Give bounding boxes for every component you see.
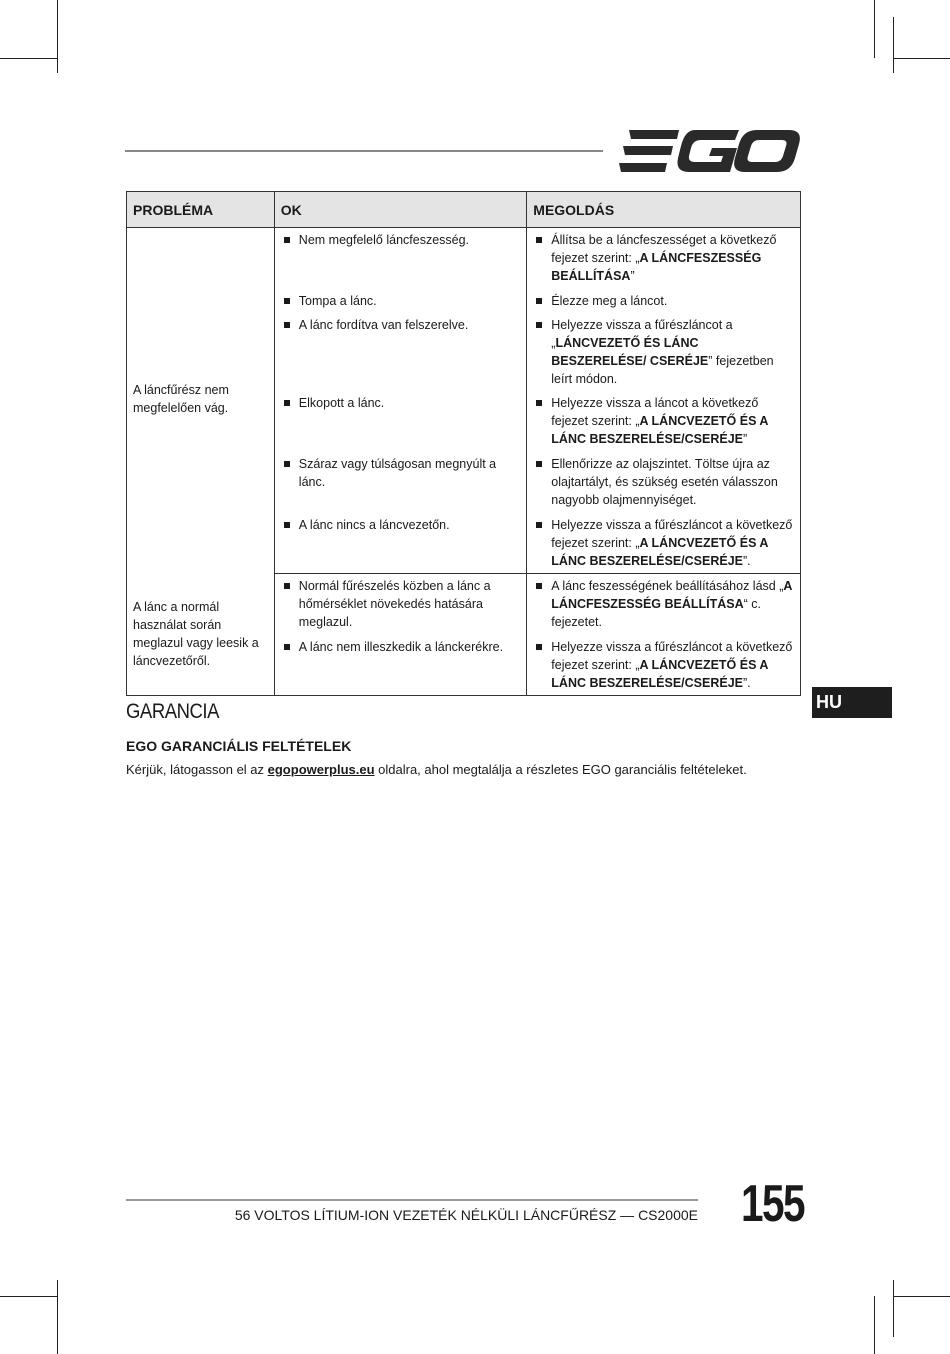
cause-cell bbox=[274, 289, 526, 313]
solution-text: Élezze meg a láncot. bbox=[551, 293, 668, 308]
solution-text: Ellenőrizze az olajszintet. Töltse újra az olajtartályt, és szükség esetén válasszon nagyobb olajmennyiséget. bbox=[551, 456, 778, 507]
crop-mark bbox=[0, 1296, 57, 1297]
cause-text: Tompa a lánc. bbox=[298, 293, 377, 308]
cause-cell bbox=[274, 228, 526, 289]
problem-cell bbox=[127, 574, 275, 696]
cause-text: Nem megfelelő láncfeszesség. bbox=[298, 233, 470, 247]
warranty-link[interactable]: egopowerplus.eu bbox=[267, 762, 375, 777]
solution-text: ” bbox=[630, 269, 635, 283]
cause-cell bbox=[274, 574, 526, 635]
bullet-icon bbox=[284, 400, 290, 406]
crop-mark bbox=[893, 1280, 894, 1337]
solution-text: Helyezze vissza a fűrészláncot a „ bbox=[551, 317, 733, 350]
language-tab: HU bbox=[812, 687, 892, 718]
table-row bbox=[127, 574, 801, 635]
bullet-icon bbox=[536, 298, 542, 304]
problem-text: A lánc a normál használat során meglazul vagy leesik a láncvezetőről. bbox=[133, 600, 259, 669]
cause-text: A lánc fordítva van felszerelve. bbox=[298, 317, 469, 332]
page-number: 155 bbox=[741, 1175, 804, 1233]
bullet-icon bbox=[536, 237, 542, 243]
solution-text: ” fejezetben leírt módon. bbox=[551, 353, 774, 386]
solution-cell bbox=[527, 391, 801, 452]
bullet-icon bbox=[536, 522, 542, 528]
solution-cell bbox=[527, 228, 801, 289]
footer-rule bbox=[126, 1199, 698, 1201]
column-header-solution: MEGOLDÁS bbox=[527, 192, 801, 228]
solution-text: Állítsa be a láncfeszességet a következő fejezet szerint: „ bbox=[551, 233, 777, 265]
solution-reference: A LÁNCVEZETŐ ÉS A LÁNC BESZERELÉSE/CSERÉJE bbox=[551, 413, 768, 446]
cause-text: A lánc nincs a láncvezetőn. bbox=[298, 517, 450, 532]
crop-mark bbox=[893, 58, 950, 59]
table-header-row bbox=[127, 192, 801, 228]
cause-cell bbox=[274, 391, 526, 452]
cause-text: A lánc nem illeszkedik a lánckerékre. bbox=[298, 639, 504, 654]
crop-mark bbox=[57, 0, 58, 73]
cause-cell bbox=[274, 452, 526, 513]
solution-cell bbox=[527, 574, 801, 635]
bullet-icon bbox=[284, 322, 290, 328]
table-row bbox=[127, 228, 801, 289]
ego-logo-icon bbox=[617, 128, 801, 174]
problem-cell bbox=[127, 228, 275, 574]
bullet-icon bbox=[284, 237, 290, 243]
subsection-title: EGO GARANCIÁLIS FELTÉTELEK bbox=[126, 738, 352, 754]
column-header-problem: PROBLÉMA bbox=[127, 192, 275, 228]
bullet-icon bbox=[284, 644, 290, 650]
problem-text: A láncfűrész nem megfelelően vág. bbox=[133, 383, 229, 416]
cause-text: Normál fűrészelés közben a lánc a hőmérséklet növekedés hatására meglazul. bbox=[298, 579, 491, 629]
cause-cell bbox=[274, 513, 526, 574]
solution-text: Helyezze vissza a fűrészláncot a következő fejezet szerint: „ bbox=[551, 639, 793, 672]
crop-mark bbox=[893, 17, 894, 73]
crop-mark bbox=[893, 1296, 950, 1297]
bullet-icon bbox=[284, 298, 290, 304]
bullet-icon bbox=[536, 322, 542, 328]
crop-mark bbox=[57, 1280, 58, 1354]
solution-text: Helyezze vissza a fűrészláncot a következő fejezet szerint: „ bbox=[551, 517, 793, 550]
solution-cell bbox=[527, 513, 801, 574]
crop-mark bbox=[874, 0, 875, 58]
cause-text: Száraz vagy túlságosan megnyúlt a lánc. bbox=[298, 456, 497, 489]
solution-cell bbox=[527, 313, 801, 391]
solution-reference: LÁNCVEZETŐ ÉS LÁNC BESZERELÉSE/ CSERÉJE bbox=[551, 335, 709, 368]
bullet-icon bbox=[536, 461, 542, 467]
cause-text: Elkopott a lánc. bbox=[298, 395, 385, 410]
solution-cell bbox=[527, 452, 801, 513]
solution-text: ”. bbox=[743, 553, 751, 568]
bullet-icon bbox=[284, 522, 290, 528]
header-rule bbox=[125, 150, 603, 152]
solution-cell bbox=[527, 635, 801, 696]
paragraph-text: Kérjük, látogasson el az bbox=[126, 762, 268, 777]
paragraph-text: oldalra, ahol megtalálja a részletes EGO garanciális feltételeket. bbox=[374, 762, 747, 777]
bullet-icon bbox=[536, 400, 542, 406]
footer-product-line: 56 VOLTOS LÍTIUM-ION VEZETÉK NÉLKÜLI LÁNCFŰRÉSZ — CS2000E bbox=[234, 1207, 698, 1223]
solution-reference: A LÁNCVEZETŐ ÉS A LÁNC BESZERELÉSE/CSERÉJE bbox=[551, 657, 768, 690]
solution-text: A lánc feszességének beállításához lásd „ bbox=[551, 579, 784, 593]
bullet-icon bbox=[536, 644, 542, 650]
solution-reference: A LÁNCVEZETŐ ÉS A LÁNC BESZERELÉSE/CSERÉJE bbox=[551, 535, 768, 568]
bullet-icon bbox=[284, 461, 290, 467]
troubleshooting-table bbox=[126, 191, 801, 696]
solution-text: Helyezze vissza a láncot a következő fejezet szerint: „ bbox=[551, 395, 759, 428]
cause-cell bbox=[274, 635, 526, 696]
solution-cell bbox=[527, 289, 801, 313]
section-title: GARANCIA bbox=[126, 700, 220, 723]
bullet-icon bbox=[284, 583, 290, 589]
solution-text: ”. bbox=[743, 675, 751, 690]
crop-mark bbox=[874, 1296, 875, 1354]
cause-cell bbox=[274, 313, 526, 391]
crop-mark bbox=[0, 58, 57, 59]
bullet-icon bbox=[536, 583, 542, 589]
column-header-cause: OK bbox=[274, 192, 526, 228]
solution-reference: A LÁNCFESZESSÉG BEÁLLÍTÁSA bbox=[551, 579, 792, 611]
solution-text: ” bbox=[743, 431, 748, 446]
solution-text: “ c. fejezetet. bbox=[551, 597, 762, 629]
solution-reference: A LÁNCFESZESSÉG BEÁLLÍTÁSA bbox=[551, 251, 762, 283]
warranty-paragraph bbox=[126, 762, 747, 777]
